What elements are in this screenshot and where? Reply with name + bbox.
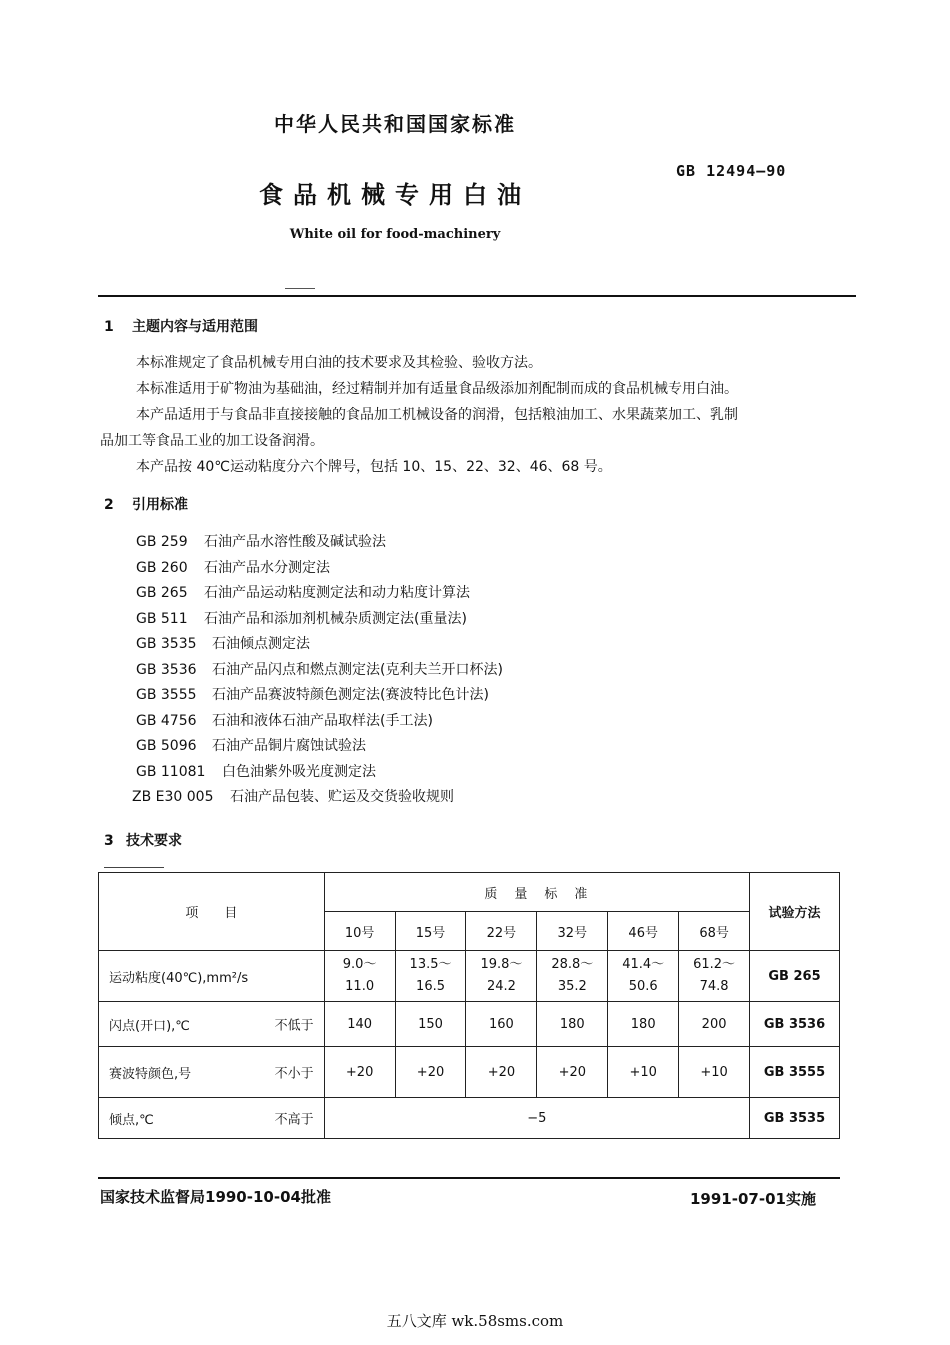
reference-item: [132, 785, 503, 811]
value-max: 50.6: [628, 979, 658, 994]
grade-header: 32号: [537, 912, 608, 951]
table-row: [99, 951, 840, 1002]
reference-item: [136, 683, 503, 709]
reference-item: [136, 658, 503, 684]
reference-name: 石油产品水分测定法: [204, 559, 330, 576]
reference-item: [136, 607, 503, 633]
reference-name: 石油产品铜片腐蚀试验法: [212, 738, 366, 754]
section-title: 技术要求: [126, 833, 182, 849]
value-cell: 180: [537, 1002, 608, 1047]
value-cell: −5: [324, 1098, 749, 1139]
value-cell: +20: [537, 1047, 608, 1098]
reference-item: [136, 760, 503, 786]
table-row: [99, 1047, 840, 1098]
reference-item: [136, 709, 503, 735]
value-cell: [466, 951, 537, 1002]
footer-divider: [98, 1177, 840, 1179]
item-label: 闪点(开口),℃: [109, 1018, 190, 1034]
value-min: 41.4～: [622, 957, 665, 972]
standard-code: GB 12494—90: [676, 162, 787, 180]
value-cell: [679, 951, 750, 1002]
item-label-cell: [99, 1047, 325, 1098]
value-cell: +20: [466, 1047, 537, 1098]
item-header: 项 目: [99, 873, 325, 951]
grade-header: 10号: [324, 912, 395, 951]
section-number: 1: [104, 319, 114, 335]
reference-name: 石油产品赛波特颜色测定法(赛波特比色计法): [212, 687, 489, 703]
test-method: GB 3536: [750, 1002, 840, 1047]
reference-name: 石油产品包装、贮运及交货验收规则: [230, 789, 454, 805]
quality-standard-header: 质 量 标 准: [324, 873, 749, 912]
reference-list: [132, 530, 503, 811]
reference-item: [136, 734, 503, 760]
item-label-cell: [99, 1002, 325, 1047]
value-min: 19.8～: [480, 957, 523, 972]
paragraph: 本产品按 40℃运动粘度分六个牌号，包括 10、15、22、32、46、68 号。: [136, 459, 612, 475]
technical-requirements-table: [98, 872, 840, 1139]
section-2-heading: [104, 494, 188, 514]
reference-code: GB 3555: [136, 687, 197, 703]
paragraph: 本产品适用于与食品非直接接触的食品加工机械设备的润滑，包括粮油加工、水果蔬菜加工、乳制: [136, 407, 738, 423]
value-cell: 160: [466, 1002, 537, 1047]
grade-header: 15号: [395, 912, 466, 951]
reference-code: GB 3535: [136, 636, 197, 652]
reference-code: GB 4756: [136, 712, 197, 729]
reference-name: 白色油紫外吸光度测定法: [222, 763, 376, 780]
test-method-header: 试验方法: [750, 873, 840, 951]
test-method: GB 265: [750, 951, 840, 1002]
decorative-short-rule: [285, 288, 315, 289]
value-cell: 200: [679, 1002, 750, 1047]
section-number: 3: [104, 833, 114, 849]
value-cell: 180: [608, 1002, 679, 1047]
reference-name: 石油产品闪点和燃点测定法(克利夫兰开口杯法): [212, 661, 503, 678]
reference-item: [136, 632, 503, 658]
table-row: [99, 1098, 840, 1139]
value-cell: +10: [608, 1047, 679, 1098]
value-cell: 150: [395, 1002, 466, 1047]
value-max: 24.2: [486, 979, 516, 994]
value-cell: +20: [324, 1047, 395, 1098]
site-watermark: 五八文库 wk.58sms.com: [386, 1312, 564, 1330]
value-max: 11.0: [345, 979, 375, 994]
value-min: 13.5～: [409, 957, 452, 972]
item-condition: 不小于: [274, 1066, 314, 1082]
reference-name: 石油产品和添加剂机械杂质测定法(重量法): [204, 610, 467, 627]
reference-code: GB 260: [136, 559, 188, 576]
paragraph-continuation: 品加工等食品工业的加工设备润滑。: [100, 433, 324, 449]
section-3-heading: [104, 830, 182, 850]
reference-item: [136, 556, 503, 582]
reference-name: 石油产品运动粘度测定法和动力粘度计算法: [204, 585, 470, 601]
value-cell: [608, 951, 679, 1002]
value-min: 28.8～: [551, 957, 594, 972]
item-condition: 不高于: [274, 1112, 314, 1128]
reference-item: [136, 530, 503, 556]
effective-date: 1991-07-01实施: [690, 1190, 816, 1208]
reference-code: GB 3536: [136, 661, 197, 678]
value-cell: 140: [324, 1002, 395, 1047]
reference-name: 石油倾点测定法: [212, 636, 310, 652]
item-condition: 不低于: [274, 1018, 314, 1034]
item-label: 赛波特颜色,号: [109, 1066, 192, 1082]
document-title-cn: 食品机械专用白油: [259, 181, 531, 209]
document-title-en: White oil for food-machinery: [289, 227, 501, 242]
section-1-heading: [104, 316, 258, 336]
reference-code: ZB E30 005: [132, 789, 214, 805]
reference-code: GB 5096: [136, 738, 197, 754]
value-cell: [324, 951, 395, 1002]
paragraph: 本标准规定了食品机械专用白油的技术要求及其检验、验收方法。: [136, 355, 542, 371]
reference-code: GB 259: [136, 534, 188, 550]
grade-header: 46号: [608, 912, 679, 951]
item-label: 倾点,℃: [109, 1112, 154, 1128]
decorative-short-rule: [104, 867, 164, 868]
section-title: 引用标准: [132, 497, 188, 513]
section-1-body: [100, 350, 845, 480]
table-row: [99, 1002, 840, 1047]
reference-code: GB 265: [136, 585, 188, 601]
item-label: 运动粘度(40℃),mm²/s: [99, 951, 325, 1002]
value-cell: +10: [679, 1047, 750, 1098]
test-method: GB 3555: [750, 1047, 840, 1098]
value-max: 16.5: [416, 979, 445, 994]
value-cell: [537, 951, 608, 1002]
reference-item: [136, 581, 503, 607]
section-number: 2: [104, 497, 114, 513]
country-standard-heading: 中华人民共和国国家标准: [274, 112, 516, 136]
value-cell: +20: [395, 1047, 466, 1098]
approval-date: 国家技术监督局1990-10-04批准: [100, 1188, 331, 1206]
grade-header: 22号: [466, 912, 537, 951]
reference-code: GB 511: [136, 610, 188, 627]
reference-code: GB 11081: [136, 763, 206, 780]
table-header-row: [99, 873, 840, 912]
paragraph: 本标准适用于矿物油为基础油，经过精制并加有适量食品级添加剂配制而成的食品机械专用白油。: [136, 381, 738, 397]
reference-name: 石油和液体石油产品取样法(手工法): [212, 712, 433, 729]
grade-header: 68号: [679, 912, 750, 951]
test-method: GB 3535: [750, 1098, 840, 1139]
value-cell: [395, 951, 466, 1002]
value-max: 74.8: [699, 979, 729, 994]
header-divider: [98, 295, 856, 297]
value-max: 35.2: [557, 979, 587, 994]
reference-name: 石油产品水溶性酸及碱试验法: [204, 534, 386, 550]
value-min: 9.0～: [342, 957, 377, 972]
item-label-cell: [99, 1098, 325, 1139]
section-title: 主题内容与适用范围: [132, 319, 258, 335]
value-min: 61.2～: [693, 957, 736, 972]
